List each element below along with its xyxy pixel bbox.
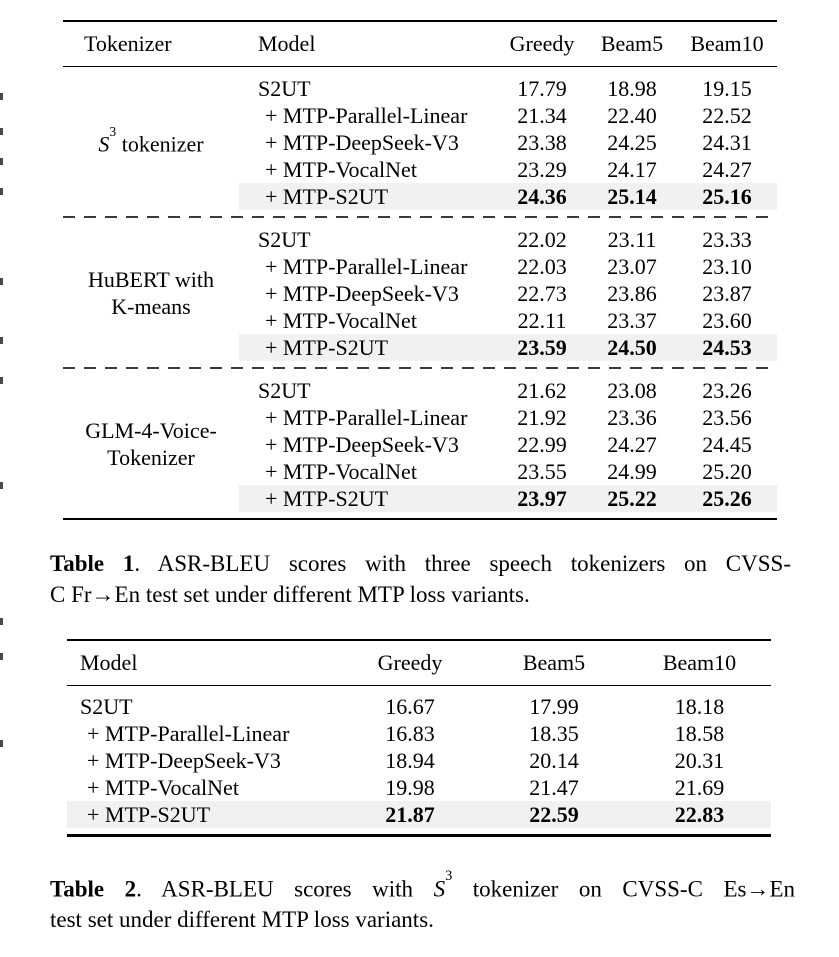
table-1-header-tokenizer: Tokenizer [84, 31, 172, 56]
table-2-header-beam5: Beam5 [522, 650, 586, 675]
table-2 [67, 639, 771, 837]
model-cell: + MTP-Parallel-Linear [265, 404, 468, 430]
greedy-cell: 24.36 [517, 183, 567, 209]
greedy-cell: 19.98 [385, 774, 435, 800]
tokenizer-label-line1: HuBERT with [87, 266, 214, 292]
table-1-group-hubert-rows [239, 218, 777, 367]
clipped-margin-glyph [0, 128, 3, 135]
beam5-cell: 23.36 [607, 404, 657, 430]
clipped-margin-glyph [0, 337, 3, 344]
tokenizer-label-s3 [63, 67, 239, 216]
beam5-cell: 24.99 [607, 458, 657, 484]
model-cell: + MTP-DeepSeek-V3 [87, 747, 281, 773]
model-cell: + MTP-Parallel-Linear [87, 720, 290, 746]
beam5-cell: 18.98 [607, 75, 657, 101]
table-row [239, 226, 777, 253]
tokenizer-label-glm [63, 369, 239, 518]
beam5-cell: 20.14 [529, 747, 579, 773]
beam5-cell: 24.25 [607, 129, 657, 155]
model-cell: + MTP-VocalNet [265, 156, 417, 182]
model-cell: S2UT [258, 75, 311, 101]
greedy-cell: 17.79 [517, 75, 567, 101]
beam10-cell: 25.16 [702, 183, 752, 209]
beam10-cell: 24.45 [702, 431, 752, 457]
beam10-cell: 23.87 [702, 280, 752, 306]
beam5-cell: 24.50 [607, 334, 657, 360]
greedy-cell: 23.55 [517, 458, 567, 484]
model-cell: S2UT [258, 226, 311, 252]
clipped-margin-glyph [0, 740, 3, 747]
table-2-header-model: Model [80, 650, 138, 675]
table-row [239, 431, 777, 458]
table-1-group-s3-rows [239, 67, 777, 216]
clipped-margin-glyph [0, 482, 3, 489]
table-row [239, 129, 777, 156]
beam10-cell: 19.15 [702, 75, 752, 101]
table-1-header-beam5: Beam5 [600, 31, 664, 56]
greedy-cell: 22.11 [517, 307, 567, 333]
clipped-margin-glyph [0, 653, 3, 660]
s3-base: S [433, 876, 446, 902]
model-cell: + MTP-VocalNet [265, 458, 417, 484]
clipped-margin-glyph [0, 158, 3, 165]
beam5-cell: 18.35 [529, 720, 579, 746]
beam10-cell: 23.10 [702, 253, 752, 279]
table-2-caption-label: Table 2 [50, 876, 137, 902]
clipped-margin-glyph [0, 93, 3, 100]
beam10-cell: 22.52 [702, 102, 752, 128]
table-2-caption-line2: test set under different MTP loss variants. [50, 907, 434, 933]
beam5-cell: 21.47 [529, 774, 579, 800]
greedy-cell: 21.62 [517, 377, 567, 403]
model-cell: + MTP-VocalNet [87, 774, 239, 800]
greedy-cell: 22.02 [517, 226, 567, 252]
model-cell: + MTP-Parallel-Linear [265, 102, 468, 128]
model-cell: + MTP-VocalNet [265, 307, 417, 333]
tokenizer-label-line2: K-means [111, 293, 191, 319]
table-2-header-row [67, 641, 771, 686]
model-cell: + MTP-DeepSeek-V3 [265, 129, 459, 155]
model-cell: + MTP-S2UT [87, 801, 211, 827]
greedy-cell: 22.73 [517, 280, 567, 306]
greedy-cell: 23.97 [517, 485, 567, 511]
table-1-caption-line1 [50, 549, 791, 580]
beam10-cell: 18.18 [674, 693, 725, 719]
greedy-cell: 22.03 [517, 253, 567, 279]
table-1-header-beam10: Beam10 [690, 31, 764, 56]
table-1-caption-text: . ASR-BLEU scores with three speech tokenizers on CVSS- [134, 551, 791, 576]
table-1-header-greedy: Greedy [509, 31, 575, 56]
table-row [239, 280, 777, 307]
s3-sup: 3 [109, 123, 117, 139]
table-row [67, 720, 771, 747]
model-cell: + MTP-S2UT [265, 334, 389, 360]
beam10-cell: 24.27 [702, 156, 752, 182]
table-2-caption-post: tokenizer on CVSS-C Es→En [452, 876, 795, 902]
model-cell: + MTP-Parallel-Linear [265, 253, 468, 279]
beam10-cell: 23.33 [702, 226, 752, 252]
greedy-cell: 21.34 [517, 102, 567, 128]
beam5-cell: 23.86 [607, 280, 657, 306]
tokenizer-label-hubert [63, 218, 239, 367]
table-1-group-s3 [63, 67, 777, 216]
beam5-cell: 23.11 [607, 226, 657, 252]
greedy-cell: 23.38 [517, 129, 567, 155]
beam5-cell: 23.08 [607, 377, 657, 403]
beam5-cell: 23.07 [607, 253, 657, 279]
beam5-cell: 25.14 [607, 183, 657, 209]
beam10-cell: 24.31 [702, 129, 752, 155]
greedy-cell: 21.87 [385, 801, 435, 827]
table-row [239, 253, 777, 280]
table-row [239, 102, 777, 129]
beam10-cell: 20.31 [674, 747, 725, 773]
beam5-cell: 23.37 [607, 307, 657, 333]
model-cell: + MTP-S2UT [265, 183, 389, 209]
table-row [239, 307, 777, 334]
table-2-caption [50, 869, 795, 936]
table-1-group-glm-rows [239, 369, 777, 518]
table-row [239, 377, 777, 404]
model-cell: + MTP-DeepSeek-V3 [265, 431, 459, 457]
table-row [239, 75, 777, 102]
model-cell: + MTP-S2UT [265, 485, 389, 511]
table-row [239, 404, 777, 431]
table-2-header-beam10: Beam10 [662, 650, 737, 675]
greedy-cell: 23.29 [517, 156, 567, 182]
beam10-cell: 23.60 [702, 307, 752, 333]
table-1 [63, 20, 777, 520]
beam10-cell: 23.26 [702, 377, 752, 403]
model-cell: S2UT [258, 377, 311, 403]
beam10-cell: 25.20 [702, 458, 752, 484]
greedy-cell: 21.92 [517, 404, 567, 430]
greedy-cell: 18.94 [385, 747, 435, 773]
table-row [67, 774, 771, 801]
greedy-cell: 16.67 [385, 693, 435, 719]
tokenizer-label-line2: Tokenizer [107, 444, 195, 470]
clipped-margin-glyph [0, 278, 3, 285]
table-2-header-greedy: Greedy [377, 650, 443, 675]
tokenizer-label-s3-line [98, 125, 203, 157]
table-row [239, 458, 777, 485]
clipped-margin-glyph [0, 188, 3, 195]
greedy-cell: 23.59 [517, 334, 567, 360]
greedy-cell: 22.99 [517, 431, 567, 457]
table-1-caption-line2: C Fr→En test set under different MTP loss variants. [50, 581, 530, 607]
table-2-caption-pre: . ASR-BLEU scores with [136, 876, 434, 902]
s3-rest: tokenizer [116, 131, 204, 157]
tokenizer-label-line1: GLM-4-Voice- [85, 417, 217, 443]
beam10-cell: 23.56 [702, 404, 752, 430]
beam5-cell: 22.59 [529, 801, 579, 827]
table-row-highlighted [67, 801, 771, 828]
table-2-caption-line1 [50, 869, 795, 905]
beam10-cell: 18.58 [674, 720, 725, 746]
clipped-margin-glyph [0, 377, 3, 384]
table-row [67, 693, 771, 720]
greedy-cell: 16.83 [385, 720, 435, 746]
beam10-cell: 24.53 [702, 334, 752, 360]
table-2-rows [67, 686, 771, 834]
s3-base: S [98, 131, 110, 157]
table-row [239, 156, 777, 183]
clipped-margin-glyph [0, 618, 3, 625]
table-1-caption-label: Table 1 [50, 551, 135, 576]
table-1-header-model: Model [258, 31, 316, 56]
table-row-highlighted [239, 334, 777, 361]
table-1-caption [50, 549, 791, 610]
beam5-cell: 24.27 [607, 431, 657, 457]
table-1-group-glm [63, 369, 777, 518]
beam5-cell: 25.22 [607, 485, 657, 511]
model-cell: + MTP-DeepSeek-V3 [265, 280, 459, 306]
table-row-highlighted [239, 183, 777, 210]
beam5-cell: 24.17 [607, 156, 657, 182]
beam10-cell: 21.69 [674, 774, 725, 800]
table-1-header-row [63, 22, 777, 67]
s3-sup: 3 [445, 868, 453, 885]
beam10-cell: 25.26 [702, 485, 752, 511]
beam5-cell: 22.40 [607, 102, 657, 128]
table-row [67, 747, 771, 774]
model-cell: S2UT [80, 693, 133, 719]
beam10-cell: 22.83 [674, 801, 725, 827]
table-row-highlighted [239, 485, 777, 512]
table-1-group-hubert [63, 218, 777, 367]
beam5-cell: 17.99 [529, 693, 579, 719]
